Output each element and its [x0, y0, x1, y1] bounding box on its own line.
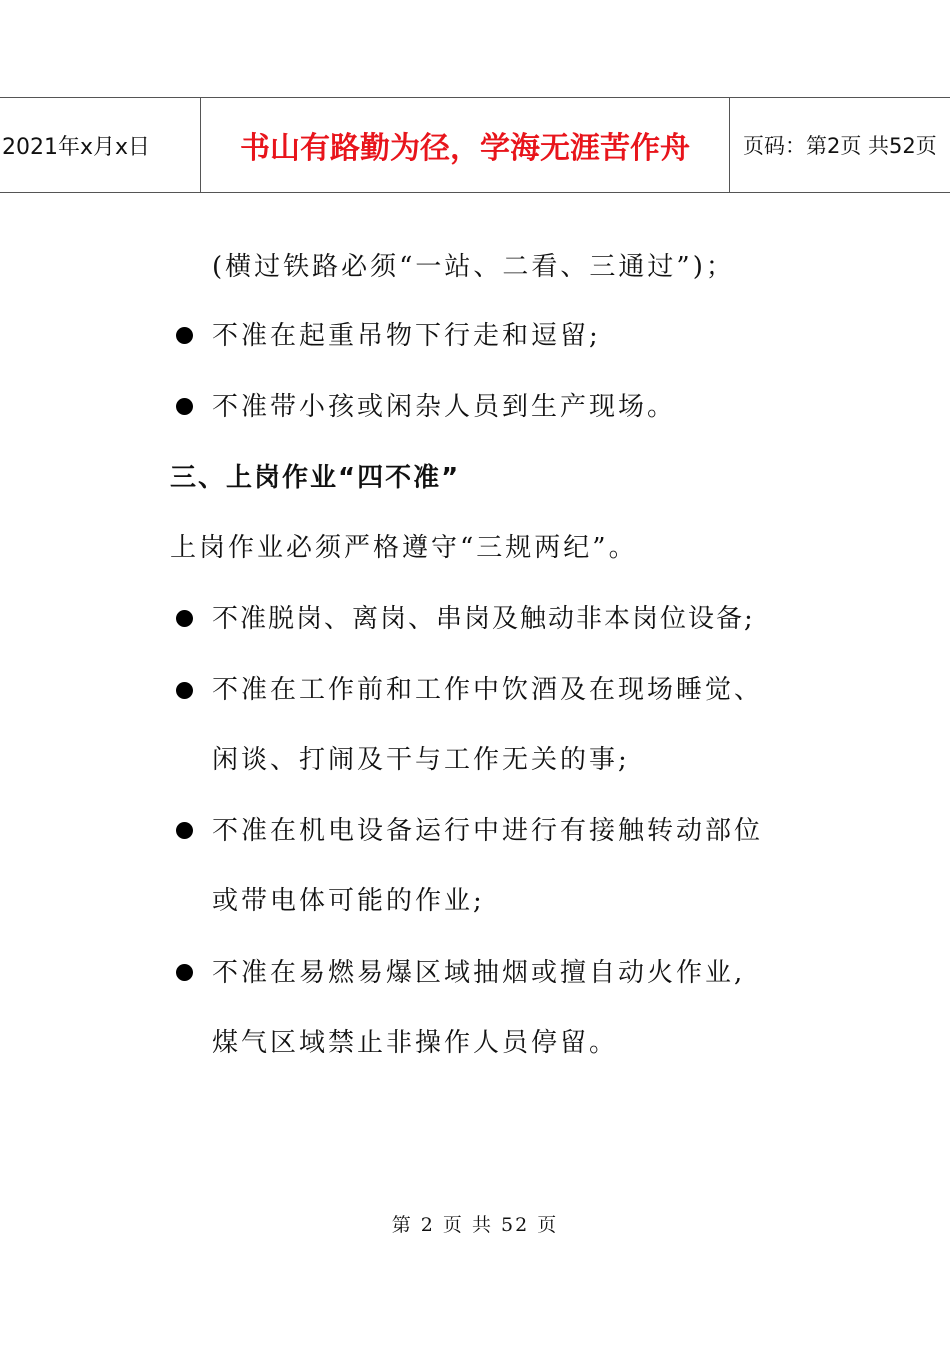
bullet-dot — [176, 822, 193, 839]
list-item: 不准带小孩或闲杂人员到生产现场。 — [212, 392, 677, 422]
page-footer: 第 2 页 共 52 页 — [391, 1214, 559, 1236]
list-item: 不准在起重吊物下行走和逗留; — [212, 321, 601, 351]
list-item-continuation: 闲谈、打闹及干与工作无关的事; — [212, 745, 630, 775]
bullet-dot — [176, 398, 193, 415]
bullet-dot — [176, 682, 193, 699]
bullet-dot — [176, 964, 193, 981]
continuation-line: (横过铁路必须“一站、二看、三通过”)； — [212, 252, 735, 282]
list-item: 不准在易燃易爆区域抽烟或擅自动火作业, — [212, 958, 746, 988]
list-item-continuation: 煤气区域禁止非操作人员停留。 — [212, 1028, 619, 1058]
page-header — [0, 97, 950, 193]
header-motto: 书山有路勤为径，学海无涯苦作舟 — [200, 98, 730, 192]
list-item: 不准脱岗、离岗、串岗及触动非本岗位设备; — [212, 604, 755, 634]
header-page-info: 页码：第2页 共52页 — [743, 134, 937, 158]
section-heading: 三、上岗作业“四不准” — [170, 463, 461, 493]
paragraph: 上岗作业必须严格遵守“三规两纪”。 — [170, 533, 638, 563]
list-item: 不准在工作前和工作中饮酒及在现场睡觉、 — [212, 675, 764, 705]
bullet-dot — [176, 610, 193, 627]
list-item: 不准在机电设备运行中进行有接触转动部位 — [212, 816, 764, 846]
bullet-dot — [176, 327, 193, 344]
header-date: 2021年x月x日 — [2, 134, 151, 160]
list-item-continuation: 或带电体可能的作业; — [212, 886, 485, 916]
